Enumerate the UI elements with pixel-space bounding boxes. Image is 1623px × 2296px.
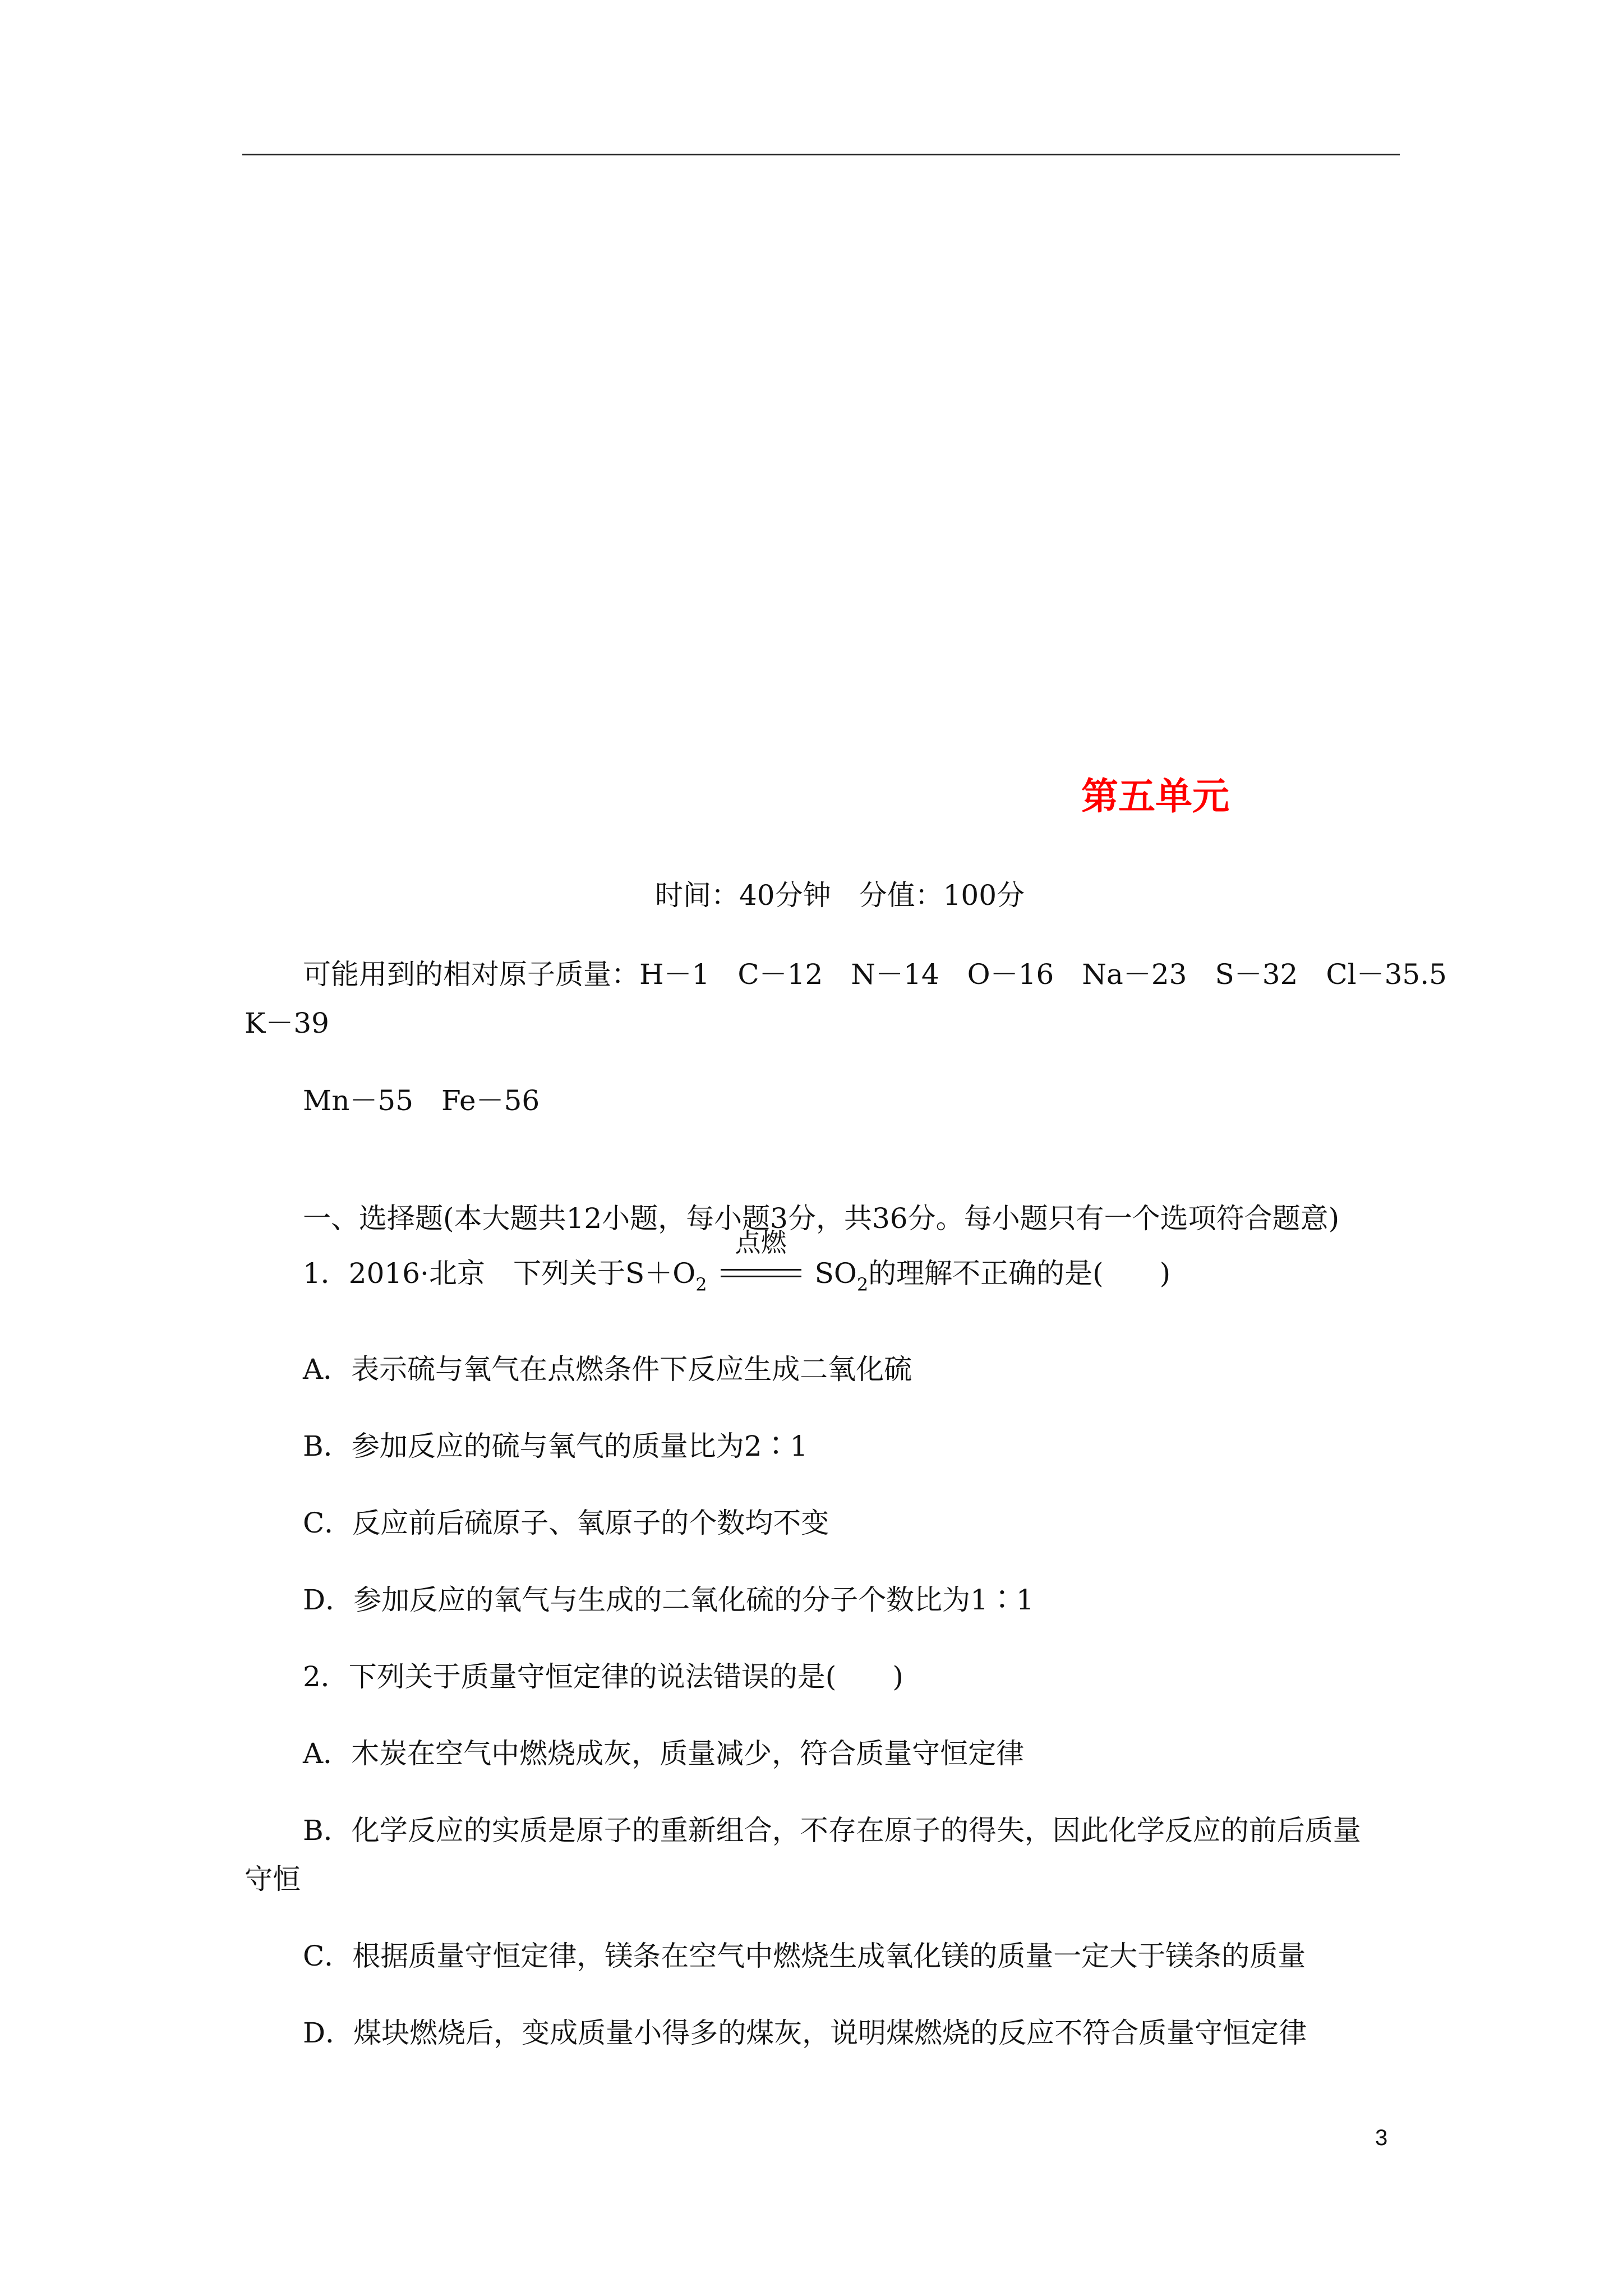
atomic-masses-line-2: K－39 [245, 1007, 329, 1039]
exam-info: 时间：40分钟 分值：100分 [655, 879, 1025, 912]
question-1-option-b: B．参加反应的硫与氧气的质量比为2∶1 [303, 1430, 808, 1462]
question-2-option-a: A．木炭在空气中燃烧成灰，质量减少，符合质量守恒定律 [303, 1737, 1025, 1770]
page-number: 3 [1375, 2125, 1388, 2150]
reaction-condition: 点燃 [735, 1227, 787, 1258]
equals-bar-top [721, 1269, 801, 1271]
question-1-stem-mid: SO [814, 1257, 857, 1290]
question-2-stem: 2．下列关于质量守恒定律的说法错误的是( ) [303, 1660, 903, 1693]
question-2-option-b-continued: 守恒 [245, 1863, 301, 1895]
question-1-stem-prefix: 1．2016·北京 下列关于S＋O [303, 1257, 696, 1290]
section-heading: 一、选择题(本大题共12小题，每小题3分，共36分。每小题只有一个选项符合题意) [303, 1202, 1340, 1235]
question-1-stem-suffix: 的理解不正确的是( ) [868, 1257, 1171, 1290]
equals-bar-bottom [721, 1276, 801, 1277]
question-2-option-c: C．根据质量守恒定律，镁条在空气中燃烧生成氧化镁的质量一定大于镁条的质量 [303, 1940, 1306, 1972]
question-1-subscript-1: 2 [695, 1274, 707, 1295]
question-1-stem [303, 1227, 1171, 1296]
question-1-option-d: D．参加反应的氧气与生成的二氧化硫的分子个数比为1∶1 [303, 1584, 1034, 1616]
header-rule [242, 154, 1400, 155]
unit-title: 第五单元 [1081, 775, 1229, 818]
question-2-option-b: B．化学反应的实质是原子的重新组合，不存在原子的得失，因此化学反应的前后质量 [303, 1814, 1361, 1847]
atomic-masses-line-3: Mn－55 Fe－56 [303, 1084, 540, 1117]
question-1-option-a: A．表示硫与氧气在点燃条件下反应生成二氧化硫 [303, 1353, 912, 1386]
question-1-subscript-2: 2 [856, 1274, 869, 1295]
reaction-equals-sign [716, 1227, 806, 1293]
question-2-option-d: D．煤块燃烧后，变成质量小得多的煤灰，说明煤燃烧的反应不符合质量守恒定律 [303, 2017, 1307, 2049]
question-1-option-c: C．反应前后硫原子、氧原子的个数均不变 [303, 1507, 829, 1539]
atomic-masses-line-1: 可能用到的相对原子质量：H－1 C－12 N－14 O－16 Na－23 S－32 Cl－35.5 [303, 958, 1447, 991]
